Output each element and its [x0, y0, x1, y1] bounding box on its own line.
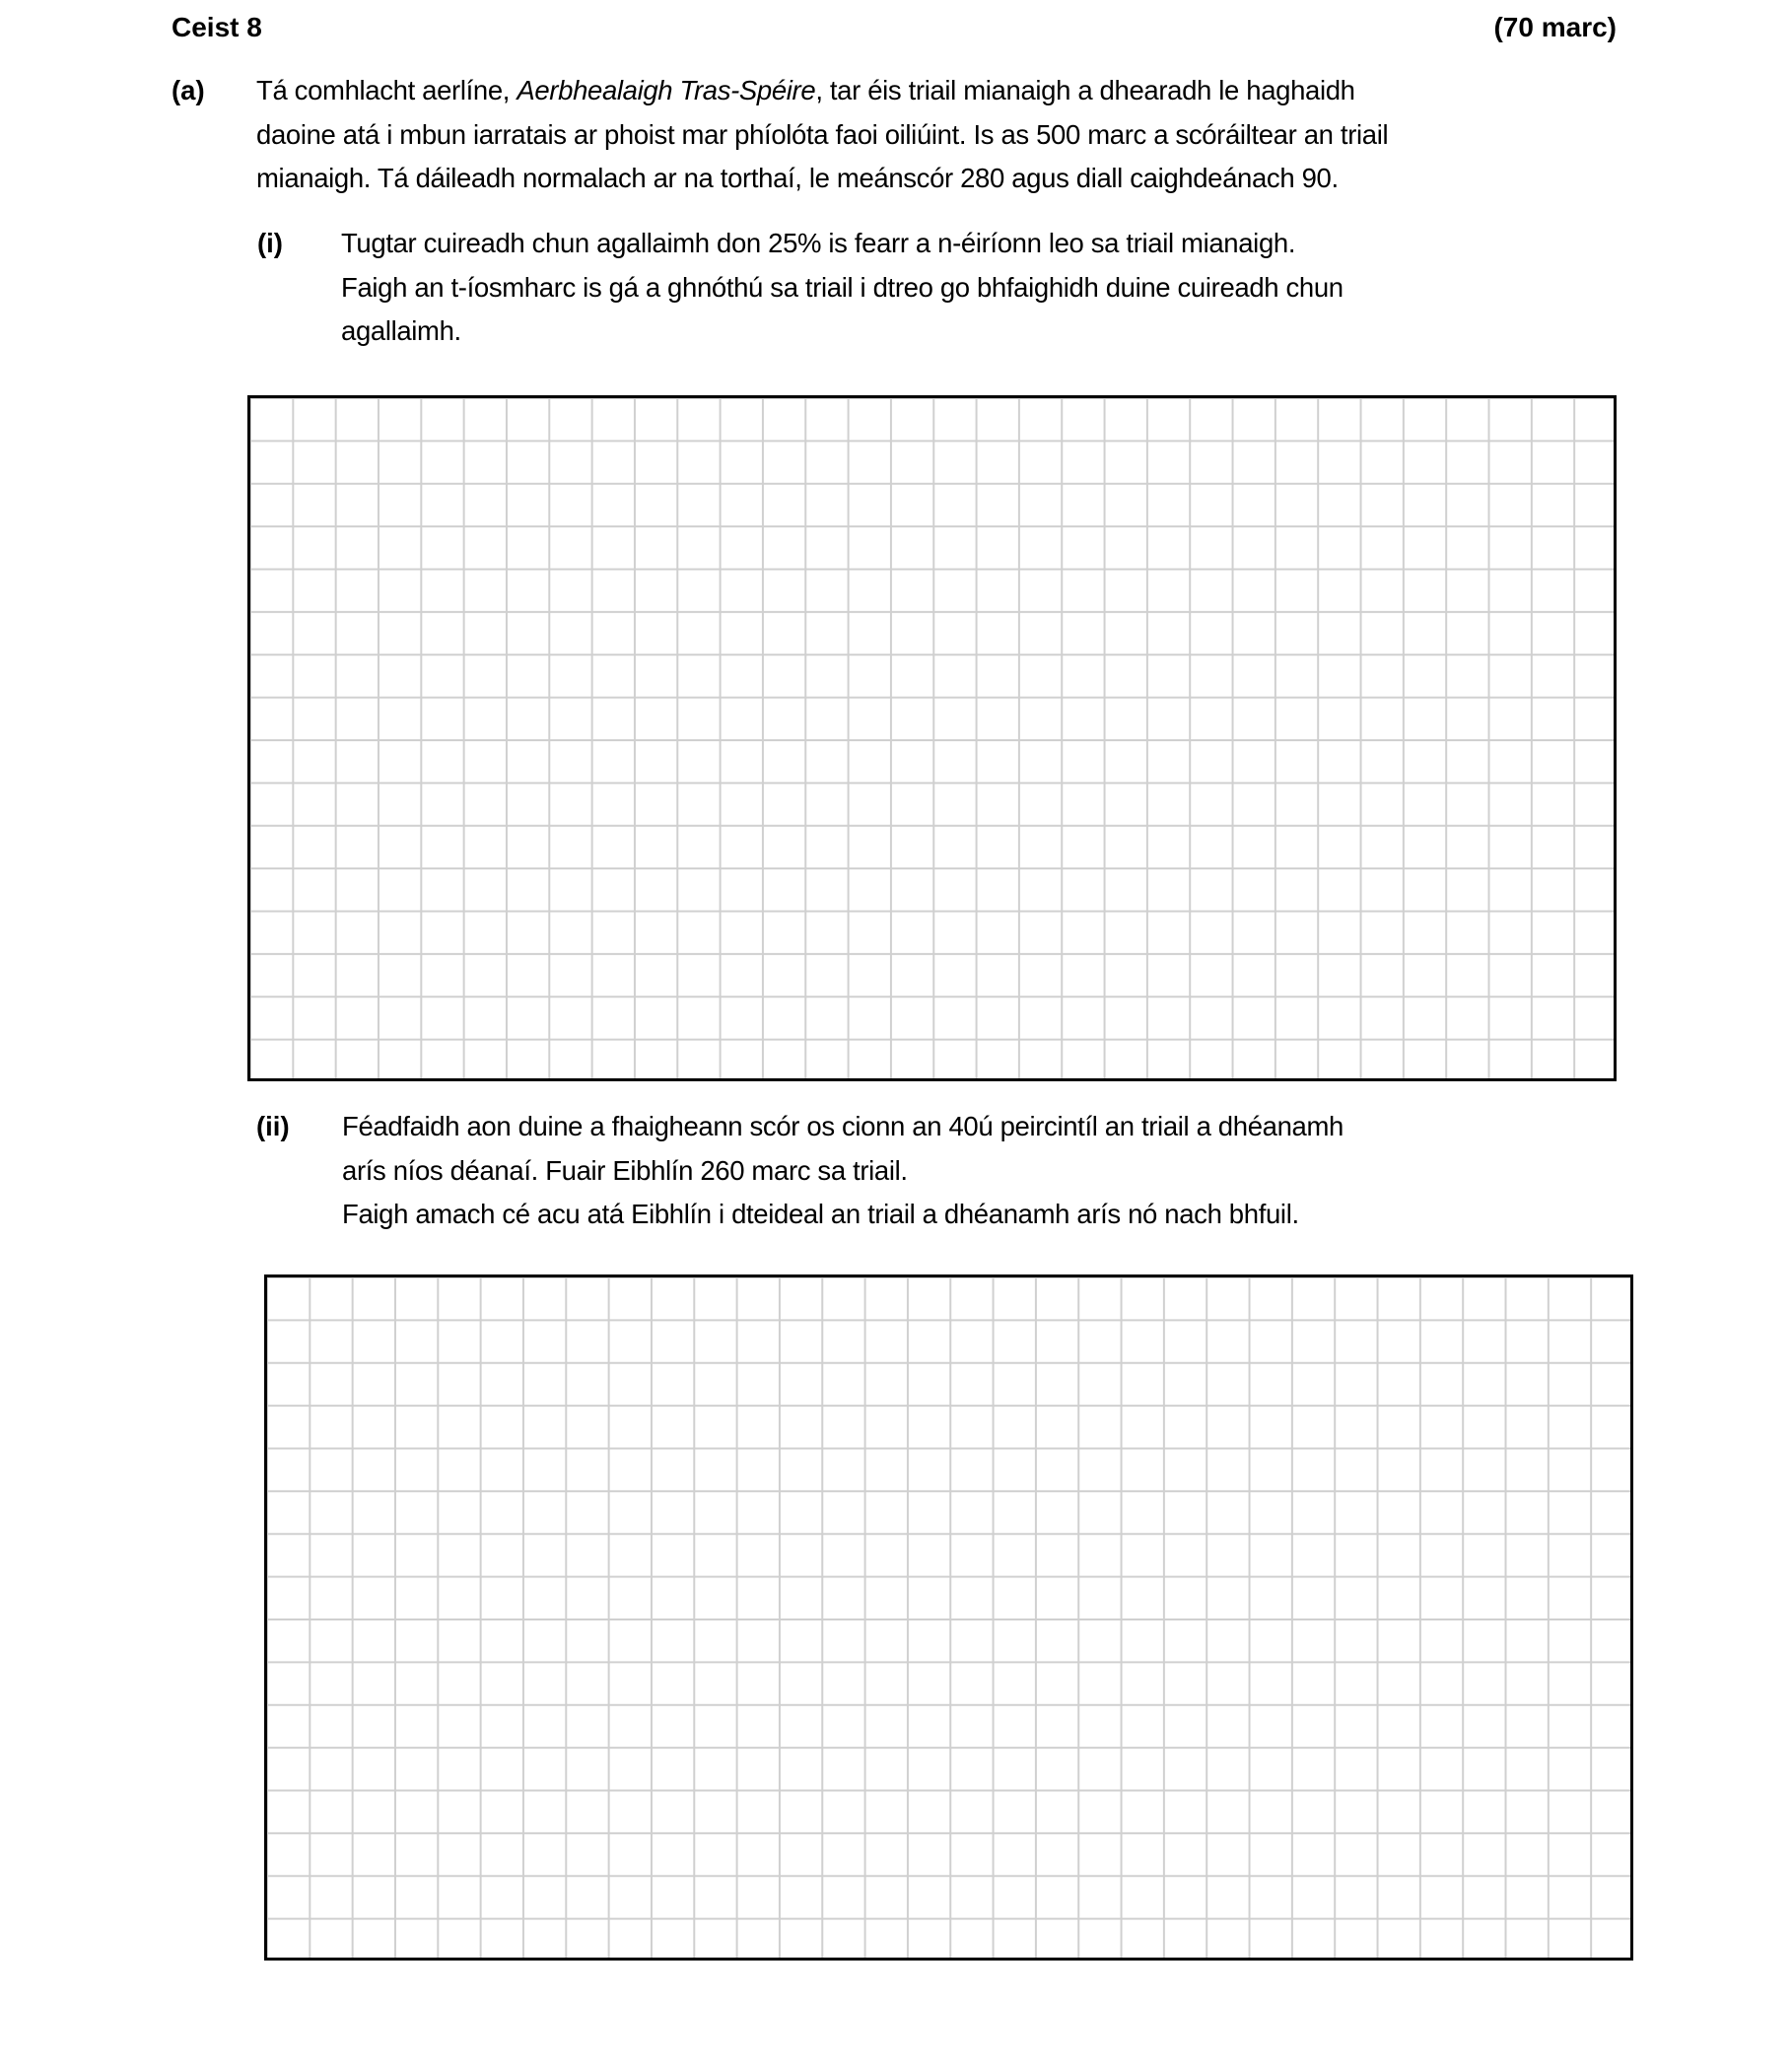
part-a-label: (a) [172, 75, 205, 105]
part-a-line-1-end: , tar éis triail mianaigh a dhearadh le haghaidh [815, 75, 1355, 105]
part-ii-line-1: Féadfaidh aon duine a fhaigheann scór os cionn an 40ú peircintíl an triail a dhéanamh [342, 1111, 1344, 1141]
part-a-line-1-start: Tá comhlacht aerlíne, [256, 75, 517, 105]
part-a-line-1 [256, 69, 1388, 113]
part-i-line-1: Tugtar cuireadh chun agallaimh don 25% is fearr a n-éiríonn leo sa triail mianaigh. [341, 228, 1296, 258]
part-i-line-3: agallaimh. [341, 315, 461, 346]
part-i-label: (i) [257, 228, 283, 258]
part-i-line-2: Faigh an t-íosmharc is gá a ghnóthú sa triail i dtreo go bhfaighidh duine cuireadh chun [341, 271, 1344, 303]
part-a-text [256, 69, 1388, 201]
answer-grid-part-ii[interactable] [264, 1274, 1633, 1961]
part-ii-label: (ii) [256, 1111, 290, 1141]
question-title: Ceist 8 [172, 12, 262, 42]
question-marks: (70 marc) [1493, 12, 1617, 42]
part-ii-text [342, 1105, 1344, 1237]
part-i-text [341, 222, 1344, 354]
company-name: Aerbhealaigh Tras-Spéire [517, 75, 816, 105]
part-ii-line-2: arís níos déanaí. Fuair Eibhlín 260 marc sa triail. [342, 1154, 908, 1186]
part-ii-line-3: Faigh amach cé acu atá Eibhlín i dteideal an triail a dhéanamh arís nó nach bhfuil. [342, 1199, 1299, 1229]
part-a-line-2: daoine atá i mbun iarratais ar phoist mar phíolóta faoi oiliúint. Is as 500 marc a scóráiltear an triail [256, 118, 1389, 150]
answer-grid-part-i[interactable] [247, 395, 1617, 1081]
part-a-line-3: mianaigh. Tá dáileadh normalach ar na torthaí, le meánscór 280 agus diall caighdeánach 90. [256, 163, 1339, 193]
